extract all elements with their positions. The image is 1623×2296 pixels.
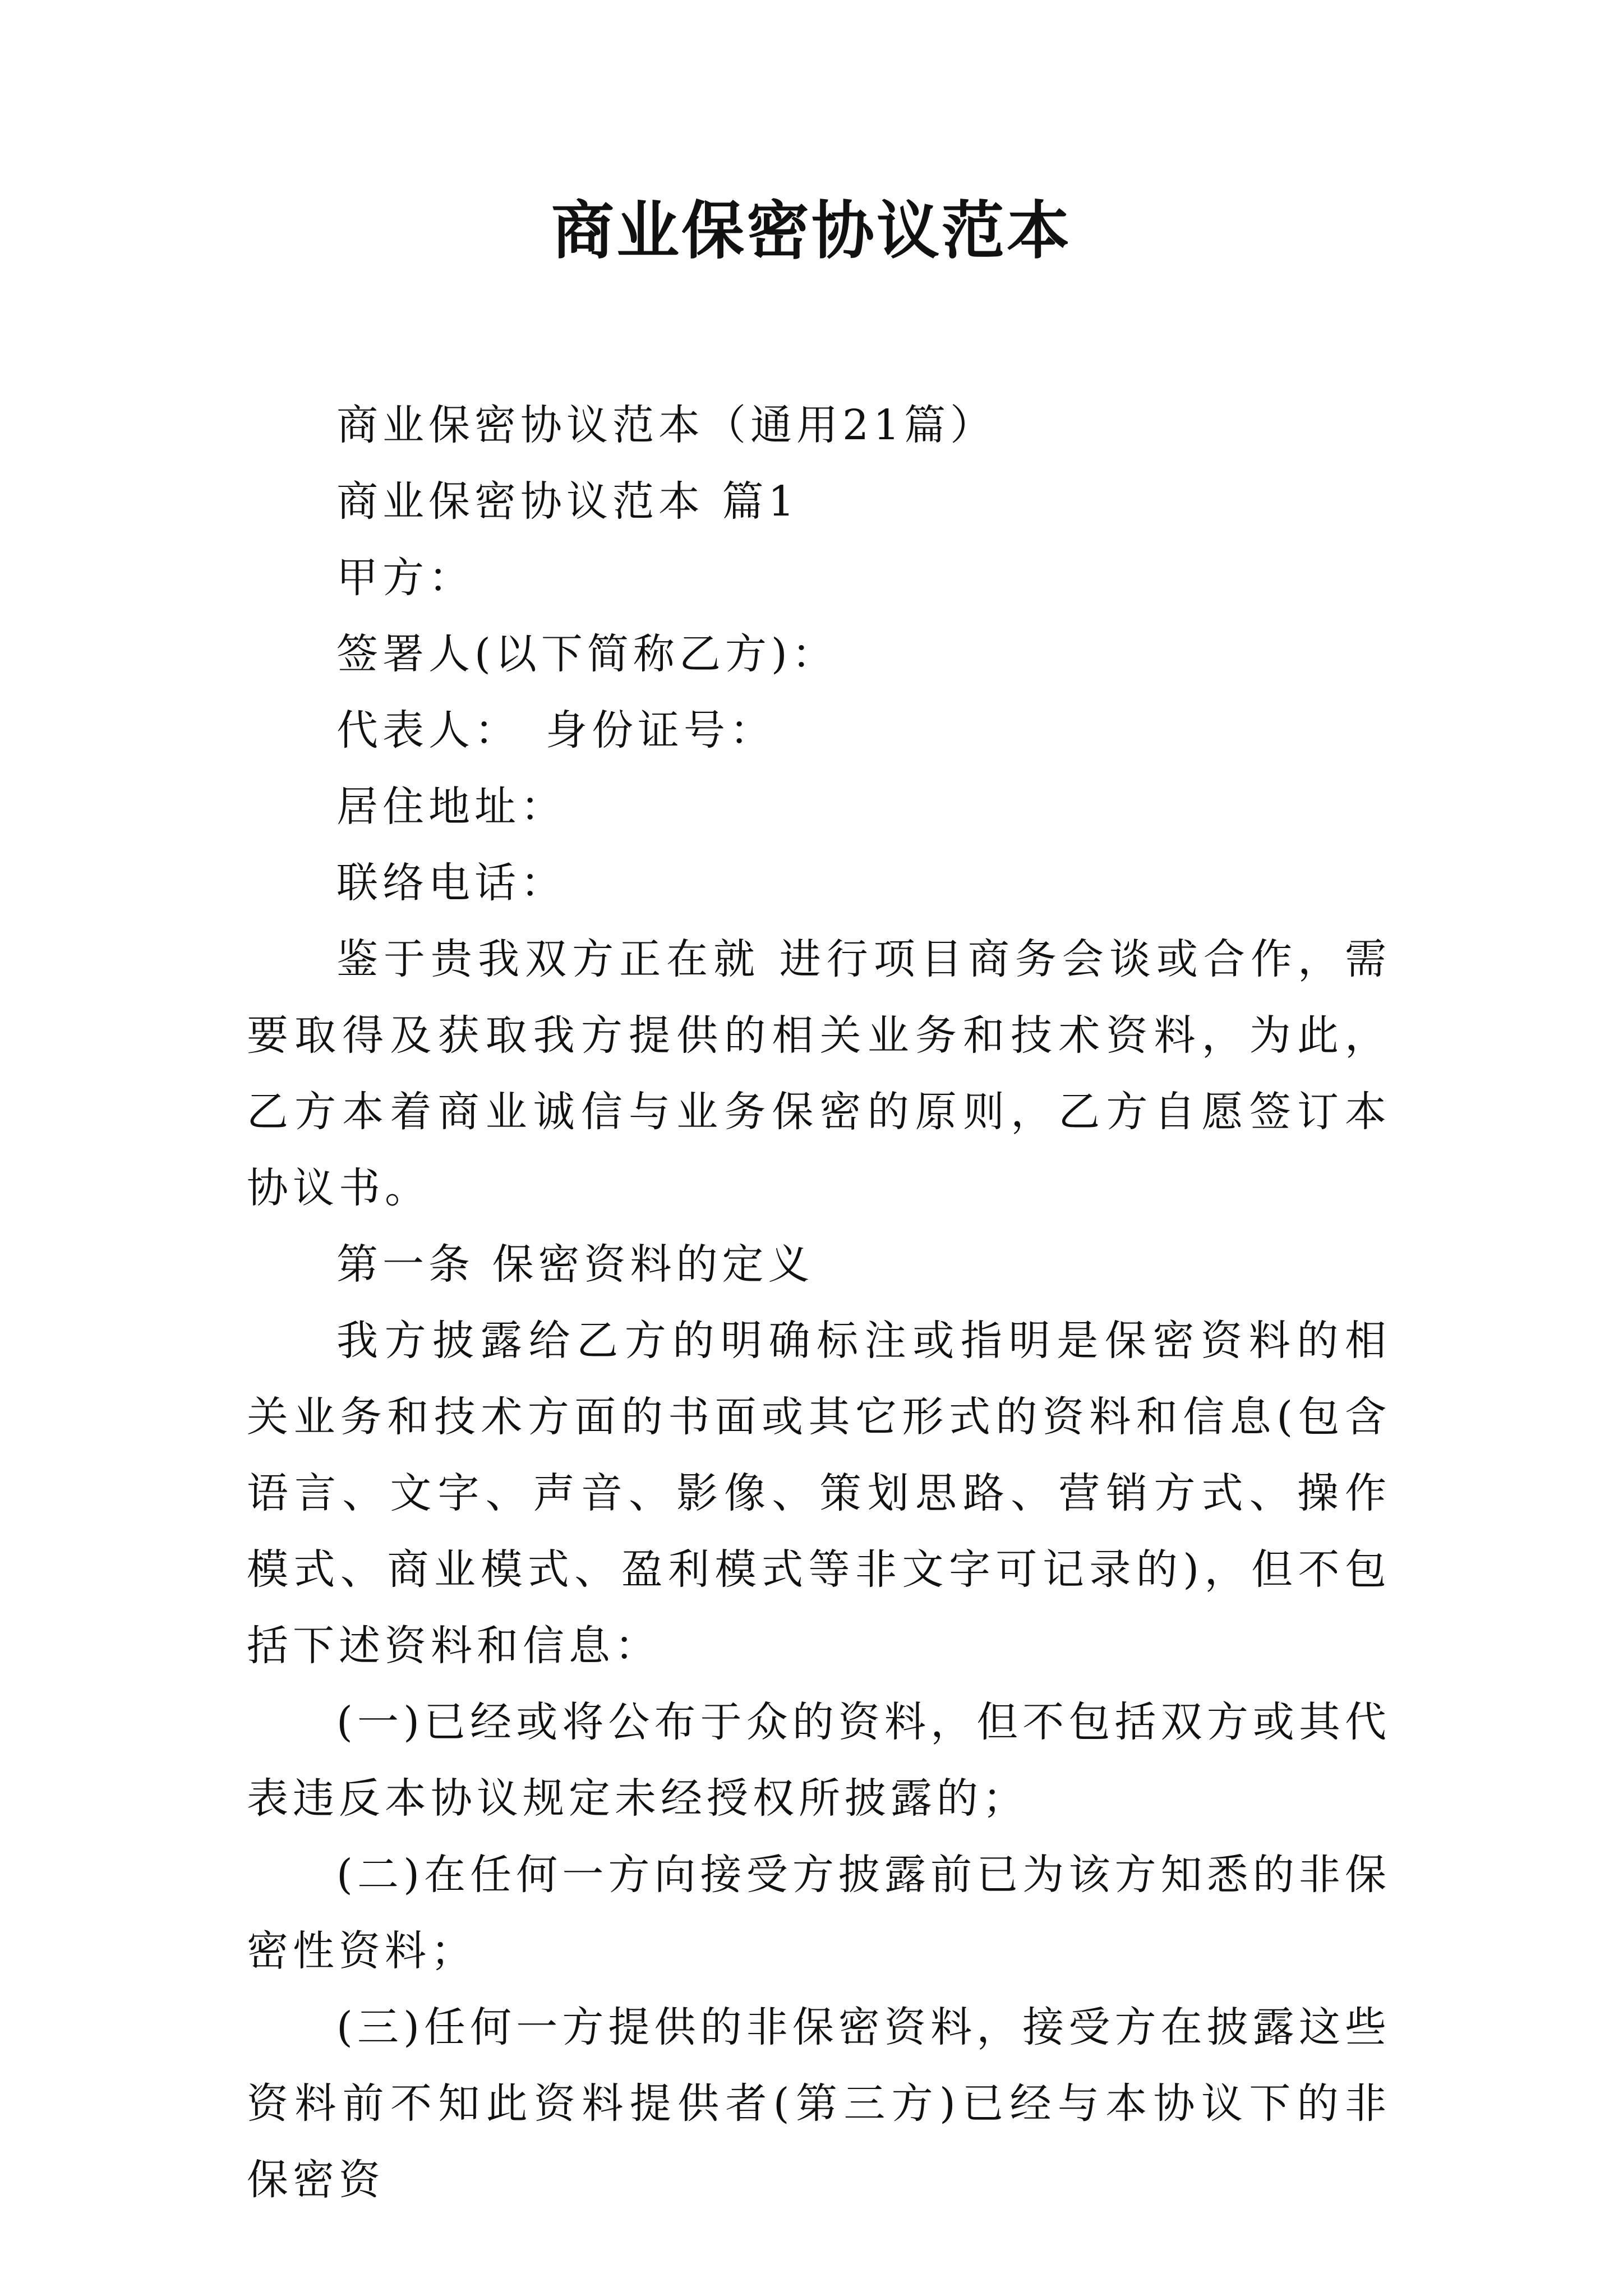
paragraph-article-1-heading: 第一条 保密资料的定义 [336,1240,814,1289]
paragraph-section-heading: 商业保密协议范本 篇1 [336,477,799,526]
paragraph-address: 居住地址： [336,783,566,831]
paragraph-item-2: (二)在任何一方向接受方披露前已为该方知悉的非保密性资料； [247,1851,1391,1975]
document-body [247,387,1391,2218]
paragraph-item-1: (一)已经或将公布于众的资料，但不包括双方或其代表违反本协议规定未经授权所披露的； [247,1698,1391,1823]
paragraph-article-1-body: 我方披露给乙方的明确标注或指明是保密资料的相关业务和技术方面的书面或其它形式的资料和信息(包含语言、文字、声音、影像、策划思路、营销方式、操作模式、商业模式、盈利模式等非文字可记录的)，但不包括下述资料和信息： [247,1317,1391,1670]
paragraph-representative: 代表人： 身份证号： [336,706,776,754]
paragraph-signatory: 签署人(以下简称乙方)： [336,630,838,678]
paragraph-party-a: 甲方： [336,554,474,602]
paragraph-subtitle: 商业保密协议范本（通用21篇） [336,401,997,449]
document-title: 商业保密协议范本 [551,194,1072,268]
paragraph-item-3: (三)任何一方提供的非保密资料，接受方在披露这些资料前不知此资料提供者(第三方)已经与本协议下的非保密资 [247,2003,1391,2204]
paragraph-preamble: 鉴于贵我双方正在就 进行项目商务会谈或合作，需要取得及获取我方提供的相关业务和技术资料，为此，乙方本着商业诚信与业务保密的原则，乙方自愿签订本协议书。 [247,935,1391,1212]
paragraph-phone: 联络电话： [336,859,566,907]
